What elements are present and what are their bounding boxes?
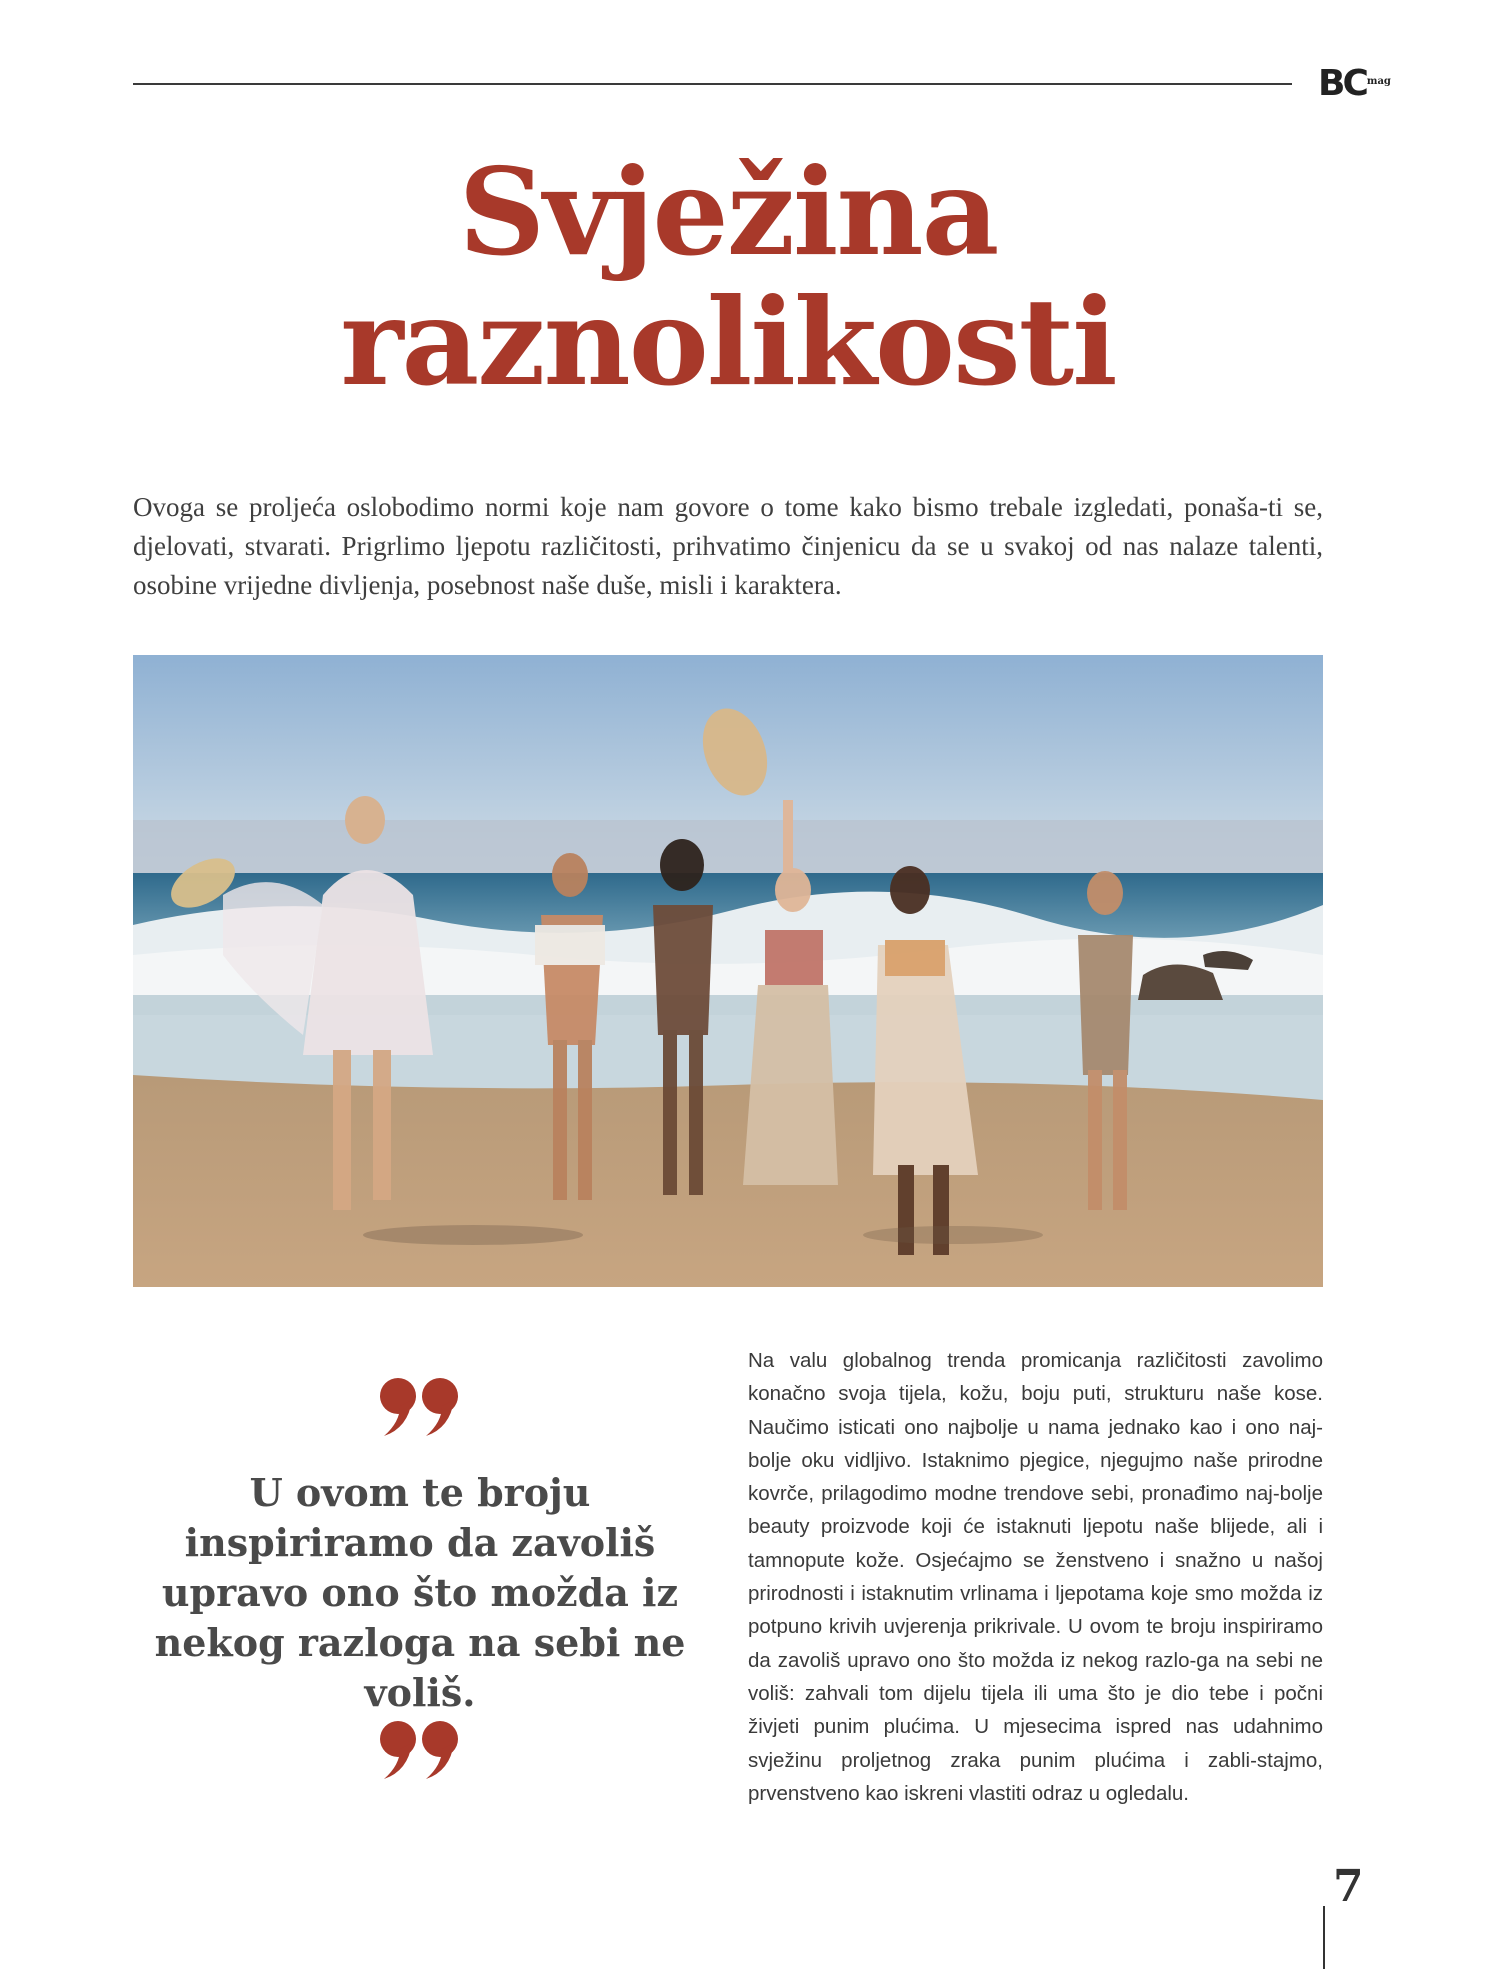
title-line-1: Svježina (458, 142, 998, 283)
logo-main-text: BC (1318, 63, 1366, 104)
article-title (133, 142, 1323, 413)
quote-open-icon (378, 1376, 462, 1440)
logo-sub-text: mag (1366, 76, 1391, 87)
pull-quote: U ovom te broju inspiriramo da zavoliš upravo ono što možda iz nekog razloga na sebi ne voliš. (154, 1470, 686, 1715)
beach-photo (133, 655, 1323, 1287)
header-rule (133, 83, 1292, 85)
article-lead: Ovoga se proljeća oslobodimo normi koje nam govore o tome kako bismo trebale izgledati, ponaša-ti se, djelovati, stvarati. Prigrlimo ljepotu različitosti, prihvatimo činjenicu da se u svakoj od nas nalaze talenti, osobine vrijedne divljenja, posebnost naše duše, misli i karaktera. (133, 492, 1323, 600)
page-number-rule (1323, 1906, 1325, 1969)
quote-close-icon (378, 1719, 462, 1783)
bc-mag-logo[interactable] (1318, 62, 1391, 106)
article-body: Na valu globalnog trenda promicanja različitosti zavolimo konačno svoja tijela, kožu, boju puti, strukturu naše kose. Naučimo isticati ono najbolje u nama jednako kao i ono naj-bolje oku vidljivo. Istaknimo pjegice, njegujmo naše prirodne kovrče, prilagodimo modne trendove sebi, pronađimo naj-bolje beauty proizvode koji će istaknuti ljepotu naše blijede, ali i tamnopute kože. Osjećajmo se ženstveno i snažno u našoj prirodnosti i istaknutim vrlinama i ljepotama koje smo možda iz potpuno krivih uvjerenja prikrivale. U ovom te broju inspiriramo da zavoliš upravo ono što možda iz nekog razlo-ga na sebi ne voliš: zahvali tom dijelu tijela ili uma što je dio tebe i počni živjeti punim plućima. U mjesecima ispred nas udahnimo svježinu proljetnog zraka punim plućima i zabli-stajmo, prvenstveno kao iskreni vlastiti odraz u ogledalu. (748, 1349, 1323, 1805)
title-line-2: raznolikosti (340, 272, 1116, 413)
page-number: 7 (1333, 1861, 1364, 1912)
